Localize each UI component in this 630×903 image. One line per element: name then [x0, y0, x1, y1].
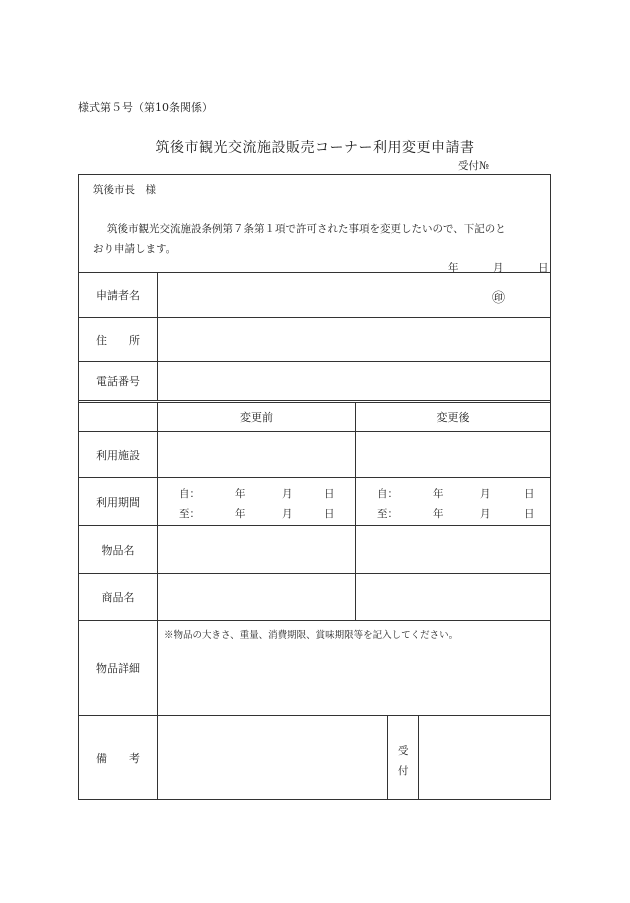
before-from-year: 年 — [235, 488, 246, 500]
document-title: 筑後市観光交流施設販売コーナー利用変更申請書 — [155, 140, 475, 156]
period-after-field[interactable] — [355, 478, 550, 525]
received-label-cell — [387, 716, 418, 799]
after-to-label: 至： — [377, 508, 398, 520]
after-to-month: 月 — [480, 508, 491, 520]
remarks-field[interactable] — [157, 716, 387, 799]
received-stamp-field[interactable] — [418, 716, 550, 799]
before-header: 変更前 — [157, 403, 355, 431]
after-from-label: 自： — [377, 488, 398, 500]
period-before-field[interactable] — [157, 478, 355, 525]
after-from-day: 日 — [524, 488, 535, 500]
applicant-name-field[interactable] — [157, 273, 550, 317]
period-label: 利用期間 — [96, 495, 140, 509]
period-row — [79, 477, 550, 525]
receipt-number-label: 受付№ — [458, 160, 489, 172]
application-form — [78, 174, 551, 800]
after-to-day: 日 — [524, 508, 535, 520]
before-to-month: 月 — [282, 508, 293, 520]
remarks-label: 備 考 — [96, 751, 140, 765]
item-name-label: 物品名 — [101, 543, 135, 557]
item-name-after-field[interactable] — [355, 526, 550, 573]
product-name-before-field[interactable] — [157, 574, 355, 620]
before-from-day: 日 — [324, 488, 335, 500]
phone-row — [79, 361, 550, 400]
facility-after-field[interactable] — [355, 432, 550, 477]
seal-mark: ㊞ — [492, 291, 506, 306]
addressee: 筑後市長 様 — [93, 184, 156, 196]
after-from-year: 年 — [433, 488, 444, 500]
phone-label: 電話番号 — [96, 375, 140, 388]
change-header-row — [79, 400, 550, 431]
item-detail-field[interactable] — [157, 621, 550, 715]
facility-label: 利用施設 — [96, 448, 140, 462]
address-label: 住 所 — [96, 333, 140, 347]
facility-row — [79, 431, 550, 477]
after-from-month: 月 — [480, 488, 491, 500]
date-month-label: 月 — [493, 262, 504, 274]
applicant-name-label: 申請者名 — [96, 289, 140, 302]
header-blank-cell — [79, 403, 157, 431]
item-name-row — [79, 525, 550, 573]
item-detail-row — [79, 620, 550, 715]
intro-text-line1: 筑後市観光交流施設条例第７条第１項で許可された事項を変更したいので、下記のと — [107, 223, 506, 235]
item-name-before-field[interactable] — [157, 526, 355, 573]
product-name-after-field[interactable] — [355, 574, 550, 620]
applicant-name-row — [79, 272, 550, 317]
phone-field[interactable] — [157, 362, 550, 400]
date-year-label: 年 — [448, 262, 459, 274]
date-day-label: 日 — [538, 262, 549, 274]
before-to-day: 日 — [324, 508, 335, 520]
item-detail-label: 物品詳細 — [96, 662, 140, 675]
before-from-month: 月 — [282, 488, 293, 500]
form-number: 様式第５号（第10条関係） — [78, 101, 213, 114]
received-label-top: 受 — [398, 745, 409, 757]
after-header: 変更後 — [355, 403, 550, 431]
intro-text-line2: おり申請します。 — [93, 243, 177, 255]
facility-before-field[interactable] — [157, 432, 355, 477]
item-detail-note: ※物品の大きさ、重量、消費期限、賞味期限等を記入してください。 — [164, 630, 459, 641]
product-name-label: 商品名 — [101, 591, 135, 604]
received-label-bottom: 付 — [398, 765, 409, 777]
before-to-year: 年 — [235, 508, 246, 520]
before-from-label: 自： — [179, 488, 200, 500]
remarks-row — [79, 715, 550, 799]
before-to-label: 至： — [179, 508, 200, 520]
address-field[interactable] — [157, 318, 550, 361]
product-name-row — [79, 573, 550, 620]
address-row — [79, 317, 550, 361]
after-to-year: 年 — [433, 508, 444, 520]
